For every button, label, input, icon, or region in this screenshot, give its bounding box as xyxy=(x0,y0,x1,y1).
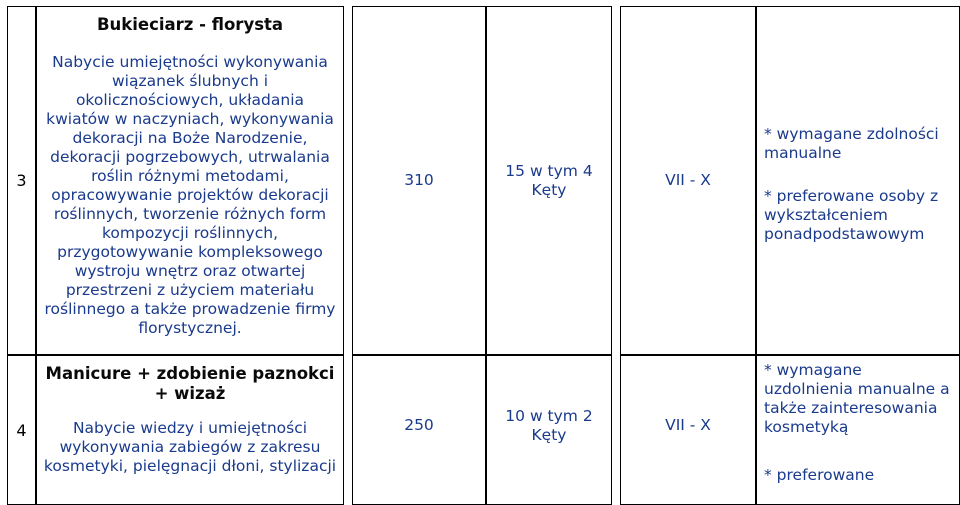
course-title: Bukieciarz - florysta xyxy=(96,15,284,34)
places-cell xyxy=(486,6,612,355)
places-value: 15 w tym 4 xyxy=(505,161,593,180)
row-number: 3 xyxy=(16,171,27,190)
course-title: Manicure + zdobienie paznokci + wizaż xyxy=(45,364,335,403)
note-required: * wymagane zdolności manualne xyxy=(764,125,939,162)
grades-cell xyxy=(620,6,756,355)
course-cell xyxy=(36,355,344,505)
location-value: Kęty xyxy=(531,180,567,199)
note-preferred: * preferowane xyxy=(764,466,875,484)
grades-value: VII - X xyxy=(665,416,711,434)
hours-value: 250 xyxy=(404,416,434,434)
hours-cell xyxy=(352,6,486,355)
grades-value: VII - X xyxy=(665,171,711,189)
row-number-cell xyxy=(7,355,36,505)
notes-cell xyxy=(756,6,960,355)
places-value: 10 w tym 2 xyxy=(505,407,593,425)
grades-cell xyxy=(620,355,756,505)
hours-cell xyxy=(352,355,486,505)
location-value: Kęty xyxy=(531,426,567,444)
course-cell xyxy=(36,6,344,355)
notes-cell xyxy=(756,355,960,505)
course-description: Nabycie umiejętności wykonywania wiązanek ślubnych i okolicznościowych, układania kwiatów w naczyniach, wykonywania dekoracji na Boże Narodzenie, dekoracji pogrzebowych, utrwalania roślin różnymi metodami, opracowywanie projektów dekoracji roślinnych, tworzenie różnych form kompozycji roślinnych, przygotowywanie kompleksowego wystroju wnętrz oraz otwartej przestrzeni z użyciem materiału roślinnego a także prowadzenie firmy florystycznej. xyxy=(44,53,336,337)
row-number-cell xyxy=(7,6,36,355)
note-required: * wymagane uzdolnienia manualne a także zainteresowania kosmetyką xyxy=(764,361,950,436)
course-description: Nabycie wiedzy i umiejętności wykonywania zabiegów z zakresu kosmetyki, pielęgnacji dłoni, stylizacji xyxy=(43,419,337,475)
row-number: 4 xyxy=(16,420,27,440)
places-cell xyxy=(486,355,612,505)
hours-value: 310 xyxy=(404,171,434,189)
note-preferred: * preferowane osoby z wykształceniem ponadpodstawowym xyxy=(764,187,939,243)
